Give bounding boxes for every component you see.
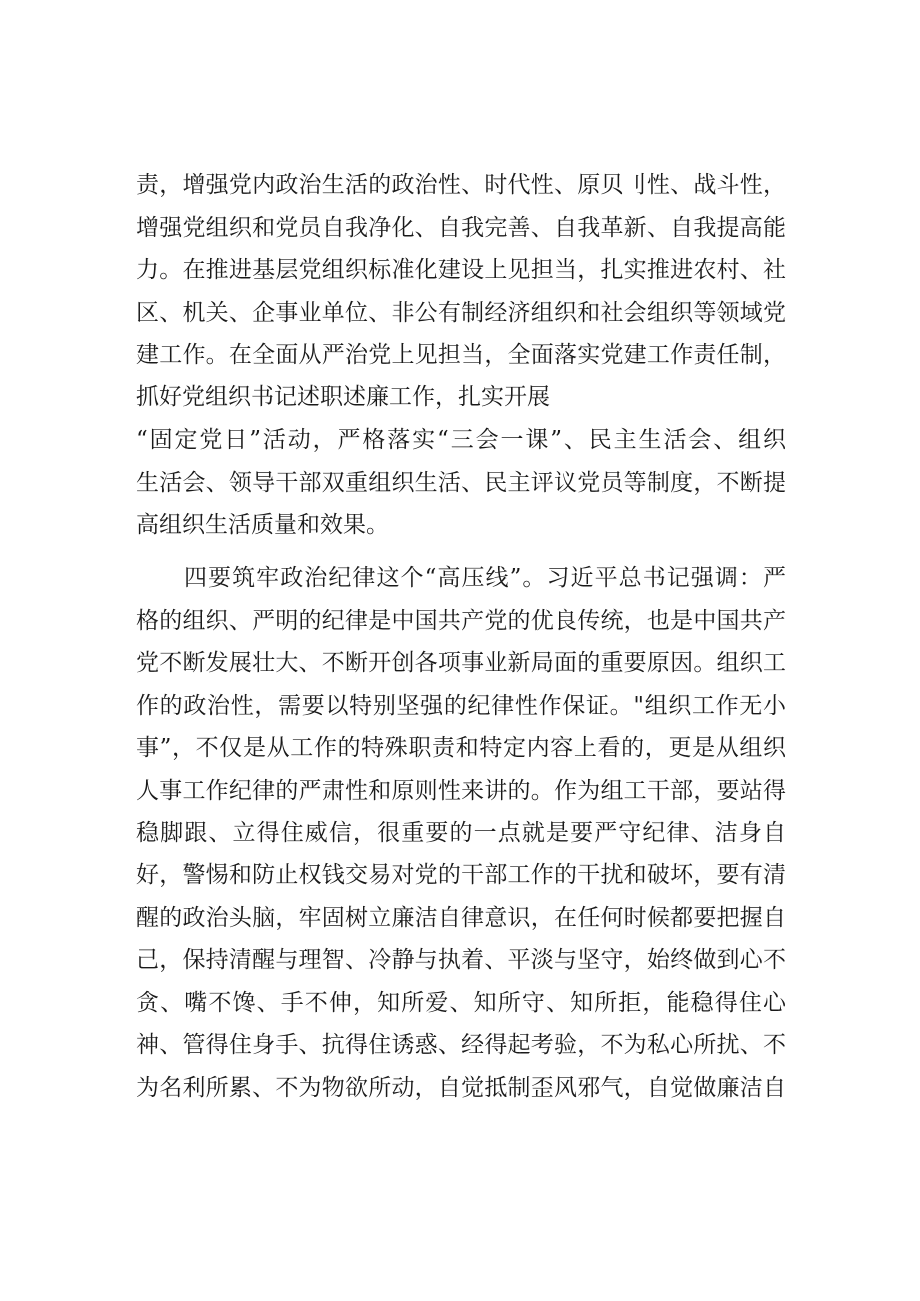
text-line: 为名利所累、不为物欲所动，自觉抵制歪风邪气，自觉做廉洁自 xyxy=(136,1075,786,1101)
text-line: 醒的政治头脑，牢固树立廉洁自律意识，在任何时候都要把握自 xyxy=(136,905,786,931)
text-line: 作的政治性，需要以特别坚强的纪律性作保证。"组织工作无小 xyxy=(136,693,786,719)
text-line: 高组织生活质量和效果。 xyxy=(136,512,389,538)
text-line: “固定党日”活动，严格落实“三会一课”、民主生活会、组织 xyxy=(136,427,786,453)
text-line: 好，警惕和防止权钱交易对党的干部工作的干扰和破坏，要有清 xyxy=(136,862,786,888)
text-line: 己，保持清醒与理智、冷静与执着、平淡与坚守，始终做到心不 xyxy=(136,947,786,973)
text-line: 神、管得住身手、抗得住诱惑、经得起考验，不为私心所扰、不 xyxy=(136,1032,786,1058)
text-line: 力。在推进基层党组织标准化建设上见担当，扎实推进农村、社 xyxy=(136,257,786,283)
text-line: 建工作。在全面从严治党上见担当，全面落实党建工作责任制， xyxy=(136,342,786,368)
text-line: 抓好党组织书记述职述廉工作，扎实开展 xyxy=(136,384,550,410)
text-line: 人事工作纪律的严肃性和原则性来讲的。作为组工干部，要站得 xyxy=(136,778,786,804)
text-line: 贪、嘴不馋、手不伸，知所爱、知所守、知所拒，能稳得住心 xyxy=(136,990,786,1016)
text-line: 增强党组织和党员自我净化、自我完善、自我革新、自我提高能 xyxy=(136,215,786,241)
text-line: 格的组织、严明的纪律是中国共产党的优良传统，也是中国共产 xyxy=(136,608,786,634)
text-line: 稳脚跟、立得住威信，很重要的一点就是要严守纪律、洁身自 xyxy=(136,820,786,846)
text-line: 党不断发展壮大、不断开创各项事业新局面的重要原因。组织工 xyxy=(136,650,786,676)
text-line: 区、机关、企事业单位、非公有制经济组织和社会组织等领域党 xyxy=(136,300,786,326)
text-line: 四要筑牢政治纪律这个“高压线”。习近平总书记强调：严 xyxy=(184,565,786,591)
text-line: 事”，不仅是从工作的特殊职责和特定内容上看的，更是从组织 xyxy=(136,735,786,761)
text-line: 责，增强党内政治生活的政治性、时代性、原贝刂性、战斗性， xyxy=(136,172,786,198)
text-line: 生活会、领导干部双重组织生活、民主评议党员等制度，不断提 xyxy=(136,470,786,496)
